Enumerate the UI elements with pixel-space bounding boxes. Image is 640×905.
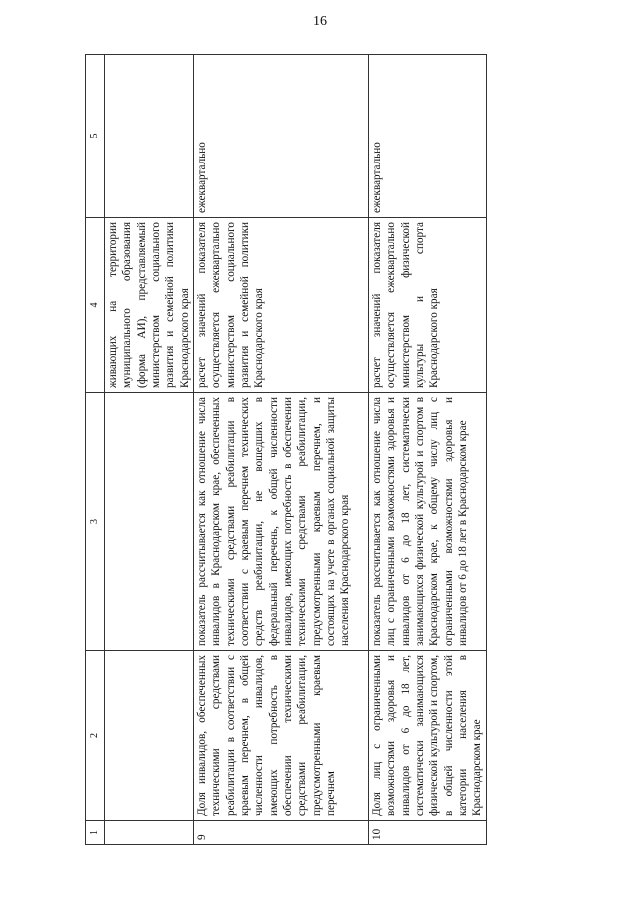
header-cell: 1	[86, 821, 105, 845]
period-cell: ежеквартально	[368, 55, 486, 218]
indicator-name-cell	[105, 651, 194, 821]
indicator-name-cell: Доля лиц с ограниченными возможностями здоровья и инвалидов от 6 до 18 лет, систематически занимающихся физической культурой и спортом, в общей численности этой категории населения в Краснодарском крае	[368, 651, 486, 821]
source-cell: расчет значений показателя осуществляется ежеквартально министерством физической культуры и спорта Краснодарского края	[368, 218, 486, 393]
row-number-cell	[105, 821, 194, 845]
source-cell: живающих на территории муниципального образования (форма АИ), представляемый министерством социального развития и семейной политики Краснодарского края	[105, 218, 194, 393]
source-cell: расчет значений показателя осуществляется ежеквартально министерством социального развития и семейной политики Краснодарского края	[193, 218, 368, 393]
period-cell	[105, 55, 194, 218]
row-number-cell: 10	[368, 821, 486, 845]
period-cell: ежеквартально	[193, 55, 368, 218]
indicator-name-cell: Доля инвалидов, обеспеченных техническими средствами реабилитации в соответствии с краевым перечнем, в общей численности инвалидов, имеющих потребность в обеспечении техническими средствами реабилитации, предусмотренными краевым перечнем	[193, 651, 368, 821]
indicator-table	[85, 54, 487, 845]
method-cell: показатель рассчитывается как отношение числа лиц с ограниченными возможностями здоровья и инвалидов от 6 до 18 лет, систематически занимающихся физической культурой и спортом в Краснодарском крае, к общему числу лиц с ограниченными возможностями здоровья и инвалидов от 6 до 18 лет в Краснодарском крае	[368, 393, 486, 651]
header-cell: 2	[86, 651, 105, 821]
table-row	[193, 55, 368, 845]
header-cell: 4	[86, 218, 105, 393]
method-cell	[105, 393, 194, 651]
table-header-row	[86, 55, 105, 845]
table-row	[105, 55, 194, 845]
header-cell: 5	[86, 55, 105, 218]
row-number-cell: 9	[193, 821, 368, 845]
table-row	[368, 55, 486, 845]
rotated-table-container	[85, 55, 484, 845]
header-cell: 3	[86, 393, 105, 651]
method-cell: показатель рассчитывается как отношение числа инвалидов в Краснодарском крае, обеспеченных техническими средствами реабилитации в соответствии с краевым перечнем технических средств реабилитации, не вошедших в федеральный перечень, к общей численности инвалидов, имеющих потребность в обеспечении техническими средствами реабилитации, предусмотренными краевым перечнем, и состоящих на учете в органах социальной защиты населения Краснодарского края	[193, 393, 368, 651]
page-number: 16	[313, 14, 327, 29]
